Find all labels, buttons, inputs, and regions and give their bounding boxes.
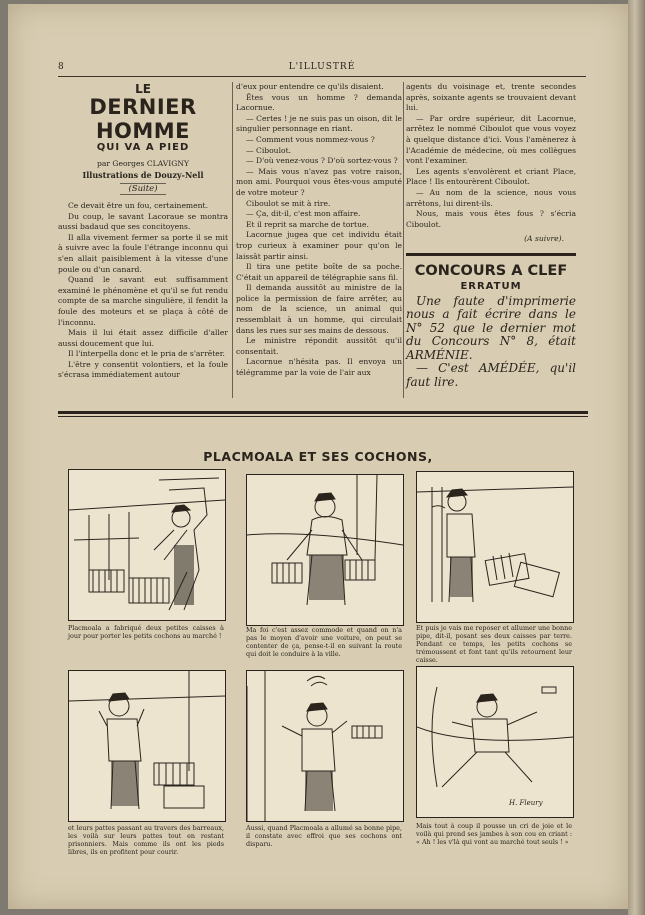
serial-illustrator: Illustrations de Douzy-Nell (82, 169, 204, 180)
panel-signature: H. Fleury (509, 799, 543, 807)
paragraph: Ce devait être un fou, certainement. (68, 200, 208, 210)
comic-panel-3 (416, 471, 574, 623)
panel-4-drawing (69, 671, 225, 821)
paragraph: — Par ordre supérieur, dit Lacornue, arrêtez le nommé Ciboulot que vous voyez à quelque distance d'ici. Vous l'amènerez à l'Académie de médecine, où mes collègues vont l'examiner. (406, 113, 576, 166)
paragraph: Quand le savant eut suffisamment examiné le phénomène et qu'il se fut rendu compte de sa marche singulière, il fendit la foule des moteurs et se plaça à côté de l'inconnu. (58, 275, 228, 327)
comic-caption-5: Aussi, quand Placmoala a allumé sa bonne pipe, il constate avec effroi que ses cochons ont disparu. (246, 824, 402, 848)
comic-panel-1 (68, 469, 226, 621)
comic-panel-6 (416, 666, 574, 818)
newspaper-page (8, 4, 628, 909)
erratum-text: — C'est AMÉDÉE, qu'il faut lire. (406, 361, 576, 389)
paragraph: Du coup, le savant Lacoraue se montra aussi badaud que ses concitoyens. (58, 211, 228, 232)
serial-subtitle: QUI VA A PIED (96, 141, 190, 153)
serial-author: par Georges CLAVIGNY (96, 159, 190, 169)
serial-column-1 (58, 82, 228, 381)
paragraph: Il tira une petite boîte de sa poche. C'était un appareil de télégraphie sans fil. (236, 262, 402, 282)
paragraph: — Certes ! je ne suis pas un oison, dit le singulier personnage en riant. (236, 113, 402, 134)
comic-caption-3: Et puis je vais me reposer et allumer une bonne pipe, dit-il, posant ses deux caisses par terre. Pendant ce temps, les petits cochons se trémoussent et font tant qu'ils retournent leur caisse. (416, 624, 572, 664)
paragraph: Les agents s'envolèrent et criant Place, Place ! Ils entourèrent Ciboulot. (406, 166, 576, 187)
paragraph: Il alla vivement fermer sa porte il se mit à suivre avec la foule l'étrange inconnu qui s'en allait paisiblement à la vitesse d'une poule ou d'un canard. (58, 232, 228, 274)
comic-caption-6: Mais tout à coup il pousse un cri de joie et le voilà qui prend ses jambes à son cou en criant : « Ah ! les v'là qui vont au marché tout seuls ! » (416, 822, 572, 846)
section-separator (58, 411, 588, 417)
page-edge (628, 0, 645, 915)
paragraph: Nous, mais vous êtes fous ? s'écria Ciboulot. (406, 209, 576, 229)
serial-suite: (Suite) (58, 184, 228, 195)
comic-caption-1: Placmoala a fabriqué deux petites caisses à jour pour porter les petits cochons au marché ! (68, 624, 224, 640)
paragraph: Il demanda aussitôt au ministre de la police la permission de faire arrêter, au nom de la science, un animal qui ressemblait à un homme, qui circulait dans les rues sur ses mains de dessous. (236, 283, 402, 335)
section-rule (406, 253, 576, 256)
serial-title-le: LE (135, 82, 151, 96)
column-divider (232, 82, 233, 398)
a-suivre: (A suivre). (524, 234, 564, 244)
paragraph: Êtes vous un homme ? demanda Lacornue. (236, 92, 402, 113)
paragraph: L'être y consentit volontiers, et la foule s'écrasa immédiatement autour (58, 359, 228, 380)
serial-title: DERNIER HOMME (89, 94, 197, 143)
paragraph: — Ciboulot. (246, 145, 292, 155)
page-header (58, 62, 586, 77)
panel-6-drawing (417, 667, 573, 817)
paragraph: Lacornue jugea que cet individu était trop curieux à examiner pour qu'on le laissât partir ainsi. (236, 230, 402, 261)
paragraph: Le ministre répondit aussitôt qu'il consentait. (236, 336, 402, 356)
panel-1-drawing (69, 470, 225, 620)
paragraph: agents du voisinage et, trente secondes après, soixante agents se trouvaient devant lui. (406, 82, 576, 113)
paragraph: — Mais vous n'avez pas votre raison, mon ami. Pourquoi vous êtes-vous amputé de votre moteur ? (236, 166, 402, 197)
comic-panel-4 (68, 670, 226, 822)
paragraph: — D'où venez-vous ? D'où sortez-vous ? (246, 156, 398, 166)
serial-column-2 (236, 82, 402, 379)
comic-caption-2: Ma foi c'est assez commode et quand on n'a pas le moyen d'avoir une voiture, on peut se contenter de ça, pense-t-il en suivant la route qui doit le conduire à la ville. (246, 626, 402, 658)
paragraph: Mais il lui était assez difficile d'aller aussi doucement que lui. (58, 328, 228, 348)
panel-2-drawing (247, 475, 403, 625)
concours-title: CONCOURS A CLEF (414, 262, 568, 279)
page-number: 8 (58, 62, 64, 72)
column-divider (403, 82, 404, 398)
panel-3-drawing (417, 472, 573, 622)
paragraph: Lacornue n'hésita pas. Il envoya un télégramme par la voie de l'air aux (236, 357, 402, 378)
panel-5-drawing (247, 671, 403, 821)
paragraph: Il l'interpella donc et le pria de s'arrêter. (68, 349, 225, 359)
serial-column-3 (406, 82, 576, 389)
paragraph: — Au nom de la science, nous vous arrêtons, lui dirent-ils. (406, 187, 576, 208)
comic-panel-5 (246, 670, 404, 822)
paragraph: — Ça, dit-il, c'est mon affaire. (246, 209, 361, 219)
paragraph: Et il reprit sa marche de tortue. (246, 219, 369, 229)
paragraph: — Comment vous nommez-vous ? (246, 134, 375, 144)
erratum-heading: ERRATUM (460, 280, 522, 292)
paragraph: Ciboulot se mit à rire. (246, 198, 331, 208)
paragraph: d'eux pour entendre ce qu'ils disaient. (236, 82, 384, 91)
comic-panel-2 (246, 474, 404, 626)
publication-name: L'ILLUSTRÉ (288, 62, 356, 72)
erratum-text: Une faute d'imprimerie nous a fait écrire dans le N° 52 que le dernier mot du Concours N° 8, était ARMÉNIE. (406, 293, 576, 362)
comic-caption-4: et leurs pattes passant au travers des barreaux, les voilà sur leurs pattes tout en restant prisonniers. Mais comme ils ont les pieds libres, ils en profitent pour courir. (68, 824, 224, 856)
comic-title: PLACMOALA ET SES COCHONS, (203, 449, 433, 464)
